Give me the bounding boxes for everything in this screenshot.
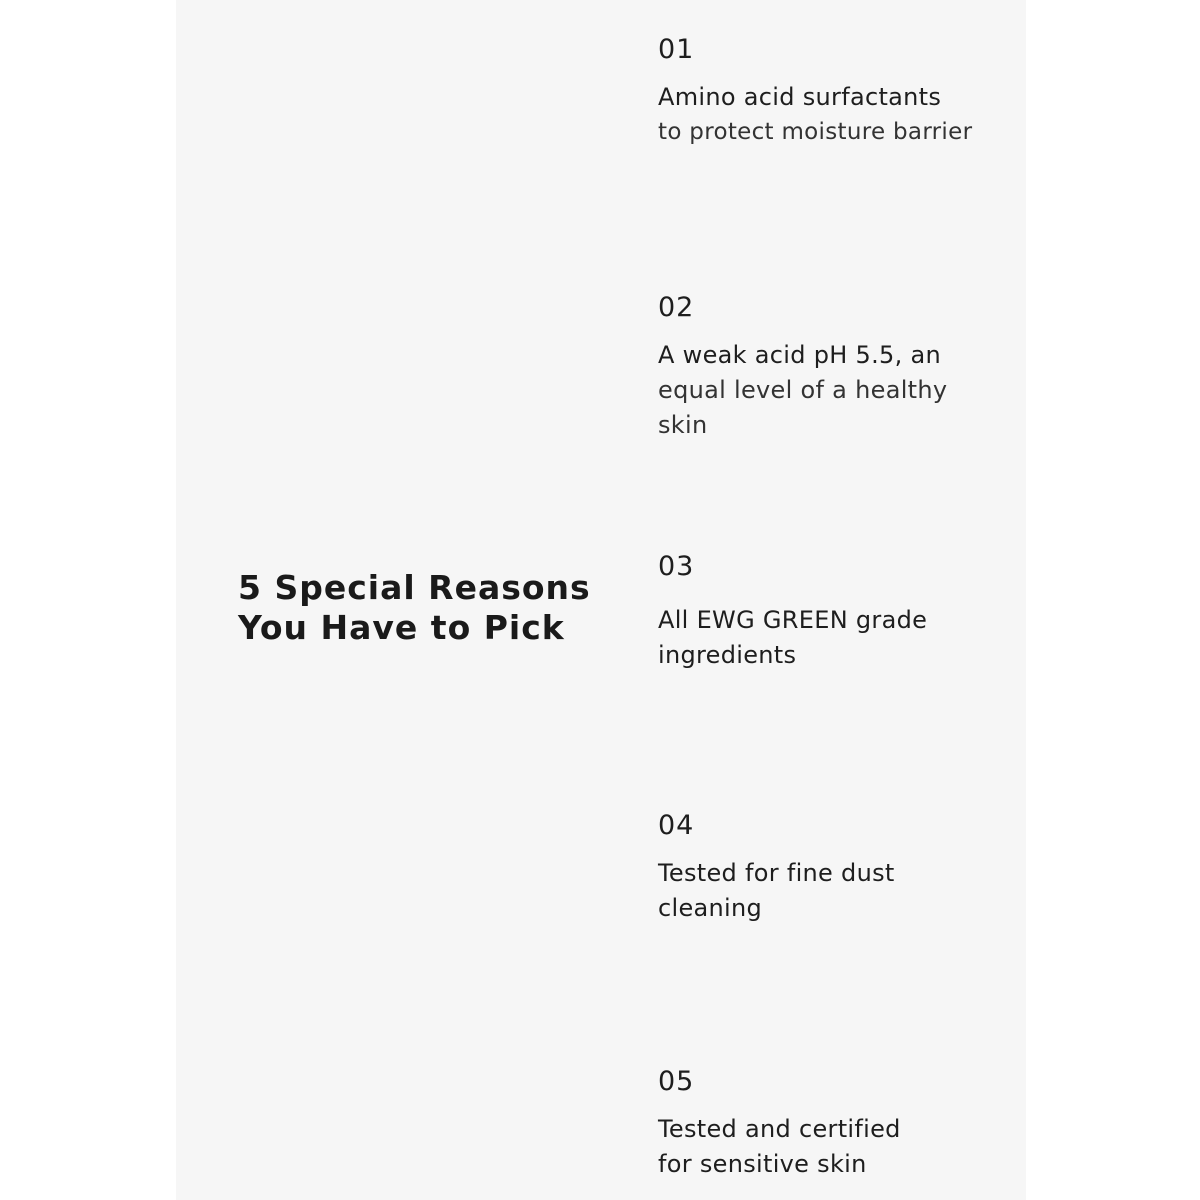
reason-text-line: All EWG GREEN grade: [658, 606, 928, 634]
reason-text-line: Amino acid surfactants: [658, 83, 942, 111]
reason-item-03: [658, 551, 998, 673]
reason-item-01: [658, 34, 998, 150]
reason-number: 02: [658, 292, 695, 323]
reason-item-05: [658, 1066, 998, 1182]
reason-text-line: cleaning: [658, 894, 763, 922]
section-heading: [238, 568, 591, 648]
reason-text-line: ingredients: [658, 641, 797, 669]
reason-text-line: Tested and certified: [658, 1115, 901, 1143]
reason-item-04: [658, 810, 998, 926]
reason-number: 05: [658, 1066, 695, 1097]
heading-line-2: You Have to Pick: [238, 608, 565, 647]
reason-text-line: Tested for fine dust: [658, 859, 895, 887]
reason-text-line: A weak acid pH 5.5, an: [658, 341, 941, 369]
reason-item-02: [658, 292, 998, 443]
reason-text: [658, 80, 998, 150]
reason-text-line: skin: [658, 411, 708, 439]
reason-text-line: for sensitive skin: [658, 1150, 867, 1178]
reason-text: [658, 338, 998, 443]
reason-text-line: to protect moisture barrier: [658, 119, 973, 145]
reason-text-line: equal level of a healthy: [658, 376, 948, 404]
reason-number: 01: [658, 34, 695, 65]
reason-text: [658, 603, 998, 673]
reason-number: 03: [658, 551, 695, 582]
reason-number: 04: [658, 810, 695, 841]
reason-text: [658, 1112, 998, 1182]
heading-line-1: 5 Special Reasons: [238, 568, 591, 607]
reason-text: [658, 856, 998, 926]
